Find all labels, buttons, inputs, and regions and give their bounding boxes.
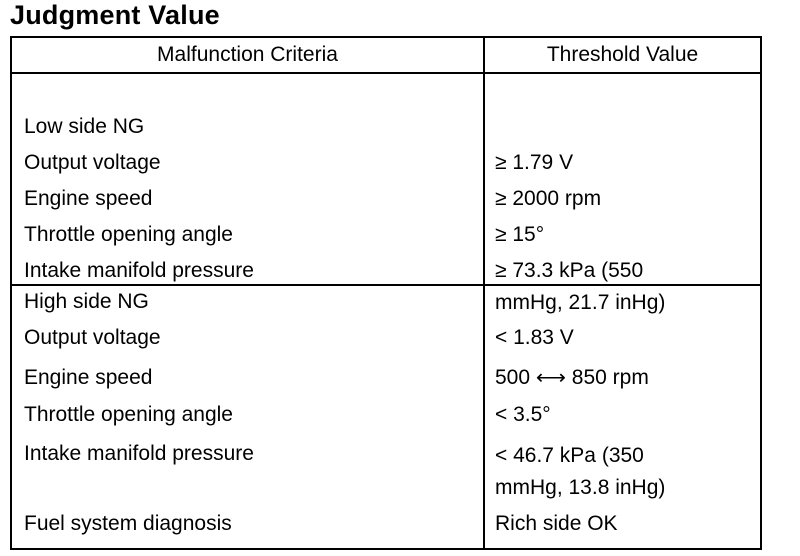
low-criteria-engine-speed: Engine speed — [24, 187, 153, 210]
high-threshold-intake-pressure-line1: < 46.7 kPa (350 — [495, 444, 644, 467]
high-criteria-throttle-angle: Throttle opening angle — [24, 403, 233, 426]
low-side-label: Low side NG — [24, 115, 145, 138]
low-criteria-output-voltage: Output voltage — [24, 151, 161, 174]
table-header — [12, 38, 760, 74]
low-criteria-intake-pressure: Intake manifold pressure — [24, 259, 254, 282]
high-side-group — [12, 286, 760, 548]
low-threshold-throttle-angle: ≥ 15° — [495, 223, 545, 246]
high-side-threshold-column — [485, 286, 760, 548]
high-threshold-output-voltage: < 1.83 V — [495, 326, 574, 349]
high-threshold-engine-speed: 500 ⟷ 850 rpm — [495, 366, 649, 389]
low-side-threshold-column — [485, 74, 760, 314]
high-criteria-intake-pressure: Intake manifold pressure — [24, 442, 254, 465]
low-threshold-engine-speed: ≥ 2000 rpm — [495, 187, 602, 210]
header-malfunction-criteria: Malfunction Criteria — [12, 38, 485, 72]
page-title: Judgment Value — [10, 0, 220, 30]
high-threshold-fuel-system: Rich side OK — [495, 512, 618, 535]
judgment-table — [10, 36, 762, 550]
high-criteria-output-voltage: Output voltage — [24, 326, 161, 349]
low-threshold-intake-pressure-line1: ≥ 73.3 kPa (550 — [495, 259, 644, 282]
high-threshold-throttle-angle: < 3.5° — [495, 403, 551, 426]
high-side-label: High side NG — [24, 290, 149, 313]
low-side-criteria-column — [12, 74, 485, 284]
high-threshold-intake-pressure-line2: mmHg, 13.8 inHg) — [495, 476, 666, 499]
high-criteria-engine-speed: Engine speed — [24, 366, 153, 389]
header-threshold-value: Threshold Value — [546, 43, 699, 66]
low-threshold-output-voltage: ≥ 1.79 V — [495, 151, 574, 174]
high-side-criteria-column — [12, 286, 485, 548]
low-criteria-throttle-angle: Throttle opening angle — [24, 223, 233, 246]
low-threshold-intake-pressure-line2: mmHg, 21.7 inHg) — [495, 291, 666, 314]
high-criteria-fuel-system: Fuel system diagnosis — [24, 512, 232, 535]
